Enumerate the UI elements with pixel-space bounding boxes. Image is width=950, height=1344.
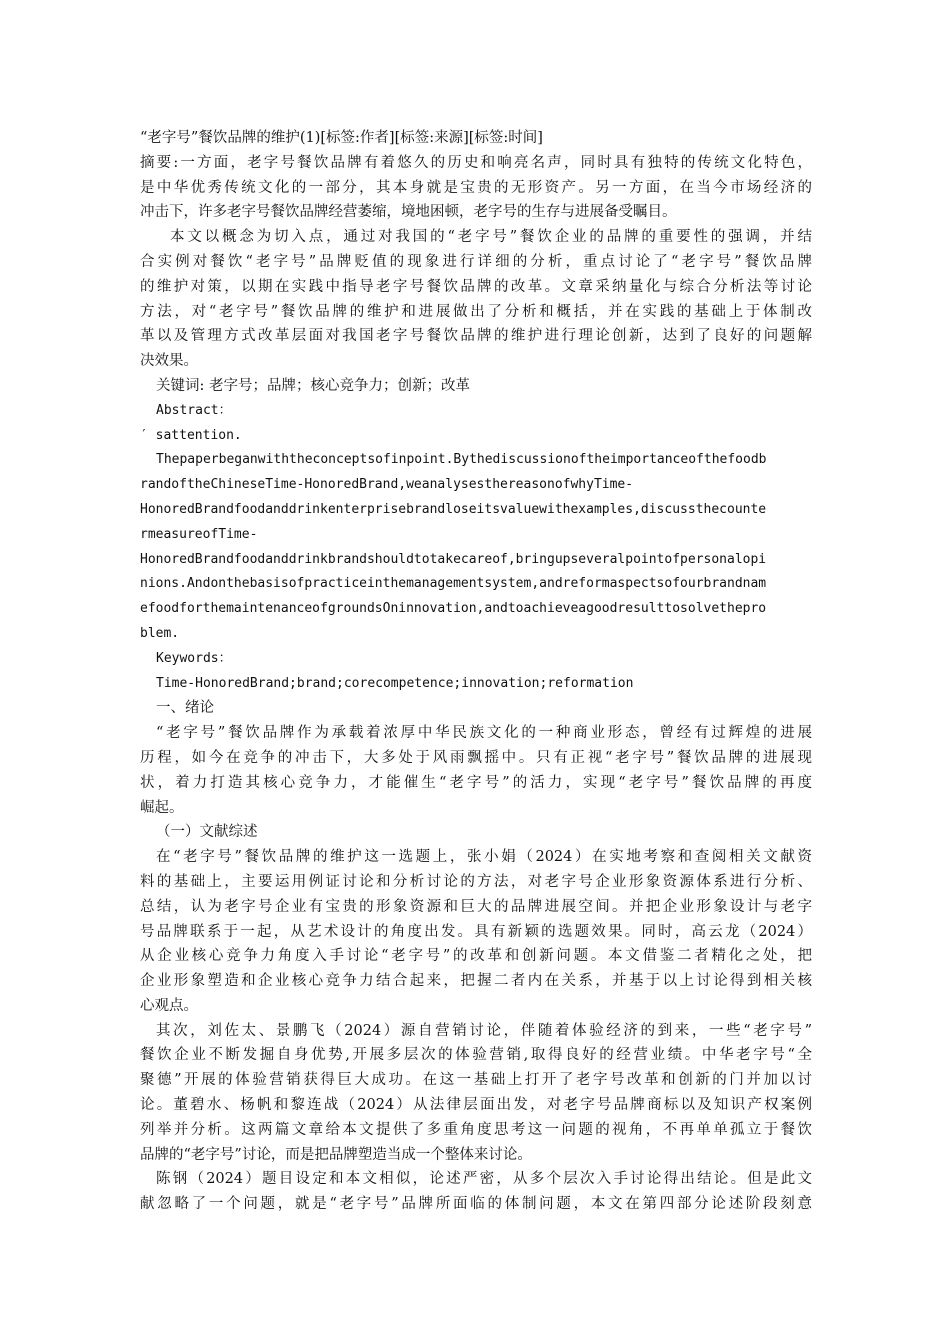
keywords-en-label: Keywords： bbox=[156, 650, 232, 666]
abstract-en-line: randoftheChineseTime-HonoredBrand,weanalysesthereasonofwhyTime- bbox=[140, 477, 634, 493]
lit-review-para2-line: 品牌的“老字号”讨论，而是把品牌塑造当成一个整体来讨论。 bbox=[140, 1146, 532, 1163]
abstract-cn-para2-line: 决效果。 bbox=[140, 353, 198, 370]
abstract-cn-para2-line: 的维护对策，以期在实践中指导老字号餐饮品牌的改革。文章采纳量化与综合分析法等讨论 bbox=[140, 278, 812, 295]
lit-review-para2-line: 聚德”开展的体验营销获得巨大成功。在这一基础上打开了老字号改革和创新的门并加以讨 bbox=[140, 1072, 812, 1089]
section1-para-line: 崛起。 bbox=[140, 799, 184, 816]
abstract-cn-para2-line: 方法，对“老字号”餐饮品牌的维护和进展做出了分析和概括，并在实践的基础上于体制改 bbox=[140, 303, 812, 320]
lit-review-para2-line: 其次，刘佐太、景鹏飞（2024）源自营销讨论，伴随着体验经济的到来，一些“老字号” bbox=[156, 1022, 812, 1039]
abstract-en-fragment: ′ sattention. bbox=[140, 427, 242, 443]
section-title: 一、绪论 bbox=[156, 700, 214, 717]
keywords-cn: 关键词: 老字号；品牌；核心竞争力；创新；改革 bbox=[156, 377, 470, 394]
lit-review-para2-line: 论。董碧水、杨帆和黎连战（2024）从法律层面出发，对老字号品牌商标以及知识产权案例 bbox=[140, 1097, 812, 1114]
section1-para-line: “老字号”餐饮品牌作为承载着浓厚中华民族文化的一种商业形态，曾经有过辉煌的进展 bbox=[156, 725, 812, 742]
abstract-cn-para2-line: 合实例对餐饮“老字号”品牌贬值的现象进行详细的分析，重点讨论了“老字号”餐饮品牌 bbox=[140, 253, 812, 270]
lit-review-para2-line: 列举并分析。这两篇文章给本文提供了多重角度思考这一问题的视角，不再单单孤立于餐饮 bbox=[140, 1121, 812, 1138]
abstract-cn-line: 是中华优秀传统文化的一部分，其本身就是宝贵的无形资产。另一方面，在当今市场经济的 bbox=[140, 179, 812, 196]
abstract-cn-line: 冲击下，许多老字号餐饮品牌经营萎缩，境地困顿，老字号的生存与进展备受瞩目。 bbox=[140, 204, 677, 221]
document-title: “老字号”餐饮品牌的维护(1)[标签:作者][标签:来源][标签:时间] bbox=[140, 130, 543, 146]
abstract-en-label: Abstract： bbox=[156, 402, 232, 418]
lit-review-para1-line: 在“老字号”餐饮品牌的维护这一选题上，张小娟（2024）在实地考察和查阅相关文献资 bbox=[156, 849, 812, 866]
abstract-en-line: blem. bbox=[140, 625, 180, 641]
lit-review-para1-line: 料的基础上，主要运用例证讨论和分析讨论的方法，对老字号企业形象资源体系进行分析、 bbox=[140, 873, 812, 890]
keywords-en: Time-HonoredBrand;brand;corecompetence;innovation;reformation bbox=[156, 675, 634, 691]
lit-review-para3-line: 献忽略了一个问题，就是“老字号”品牌所面临的体制问题，本文在第四部分论述阶段刻意 bbox=[140, 1196, 812, 1213]
subsection-title: （一）文献综述 bbox=[156, 824, 258, 841]
lit-review-para1-line: 心观点。 bbox=[140, 997, 198, 1014]
section1-para-line: 历程，如今在竞争的冲击下，大多处于风雨飘摇中。只有正视“老字号”餐饮品牌的进展现 bbox=[140, 749, 812, 766]
abstract-en-line: rmeasureofTime- bbox=[140, 526, 258, 542]
lit-review-para1-line: 企业形象塑造和企业核心竞争力结合起来，把握二者内在关系，并基于以上讨论得到相关核 bbox=[140, 973, 812, 990]
lit-review-para1-line: 总结，认为老字号企业有宝贵的形象资源和巨大的品牌进展空间。并把企业形象设计与老字 bbox=[140, 898, 812, 915]
abstract-en-line: HonoredBrandfoodanddrinkbrandshouldtotakecareof,bringupseveralpointofpersonalopi bbox=[140, 551, 767, 567]
abstract-en-line: Thepaperbeganwiththeconceptsofinpoint.Bythediscussionoftheimportanceofthefoodb bbox=[156, 452, 767, 468]
lit-review-para2-line: 餐饮企业不断发掘自身优势,开展多层次的体验营销,取得良好的经营业绩。中华老字号“全 bbox=[140, 1047, 812, 1064]
document-page bbox=[140, 126, 812, 1217]
abstract-cn-para2-line: 本文以概念为切入点，通过对我国的“老字号”餐饮企业的品牌的重要性的强调，并结 bbox=[170, 229, 812, 246]
abstract-en-line: HonoredBrandfoodanddrinkenterprisebrandloseitsvaluewithexamples,discussthecounte bbox=[140, 501, 767, 517]
abstract-en-line: nions.Andonthebasisofpracticeinthemanagementsystem,andreformaspectsofourbrandnam bbox=[140, 576, 767, 592]
lit-review-para1-line: 从企业核心竞争力角度入手讨论“老字号”的改革和创新问题。本文借鉴二者精化之处，把 bbox=[140, 948, 812, 965]
lit-review-para1-line: 号品牌联系于一起，从艺术设计的角度出发。具有新颖的选题效果。同时，高云龙（2024） bbox=[140, 923, 812, 940]
abstract-cn-line: 摘要:一方面，老字号餐饮品牌有着悠久的历史和响亮名声，同时具有独特的传统文化特色， bbox=[140, 154, 812, 171]
lit-review-para3-line: 陈钢（2024）题目设定和本文相似，论述严密，从多个层次入手讨论得出结论。但是此文 bbox=[156, 1171, 812, 1188]
abstract-cn-para2-line: 革以及管理方式改革层面对我国老字号餐饮品牌的维护进行理论创新，达到了良好的问题解 bbox=[140, 328, 812, 345]
section1-para-line: 状，着力打造其核心竞争力，才能催生“老字号”的活力，实现“老字号”餐饮品牌的再度 bbox=[140, 774, 812, 791]
abstract-en-line: efoodforthemaintenanceofgroundsOninnovation,andtoachieveagoodresulttosolvethepro bbox=[140, 601, 767, 617]
